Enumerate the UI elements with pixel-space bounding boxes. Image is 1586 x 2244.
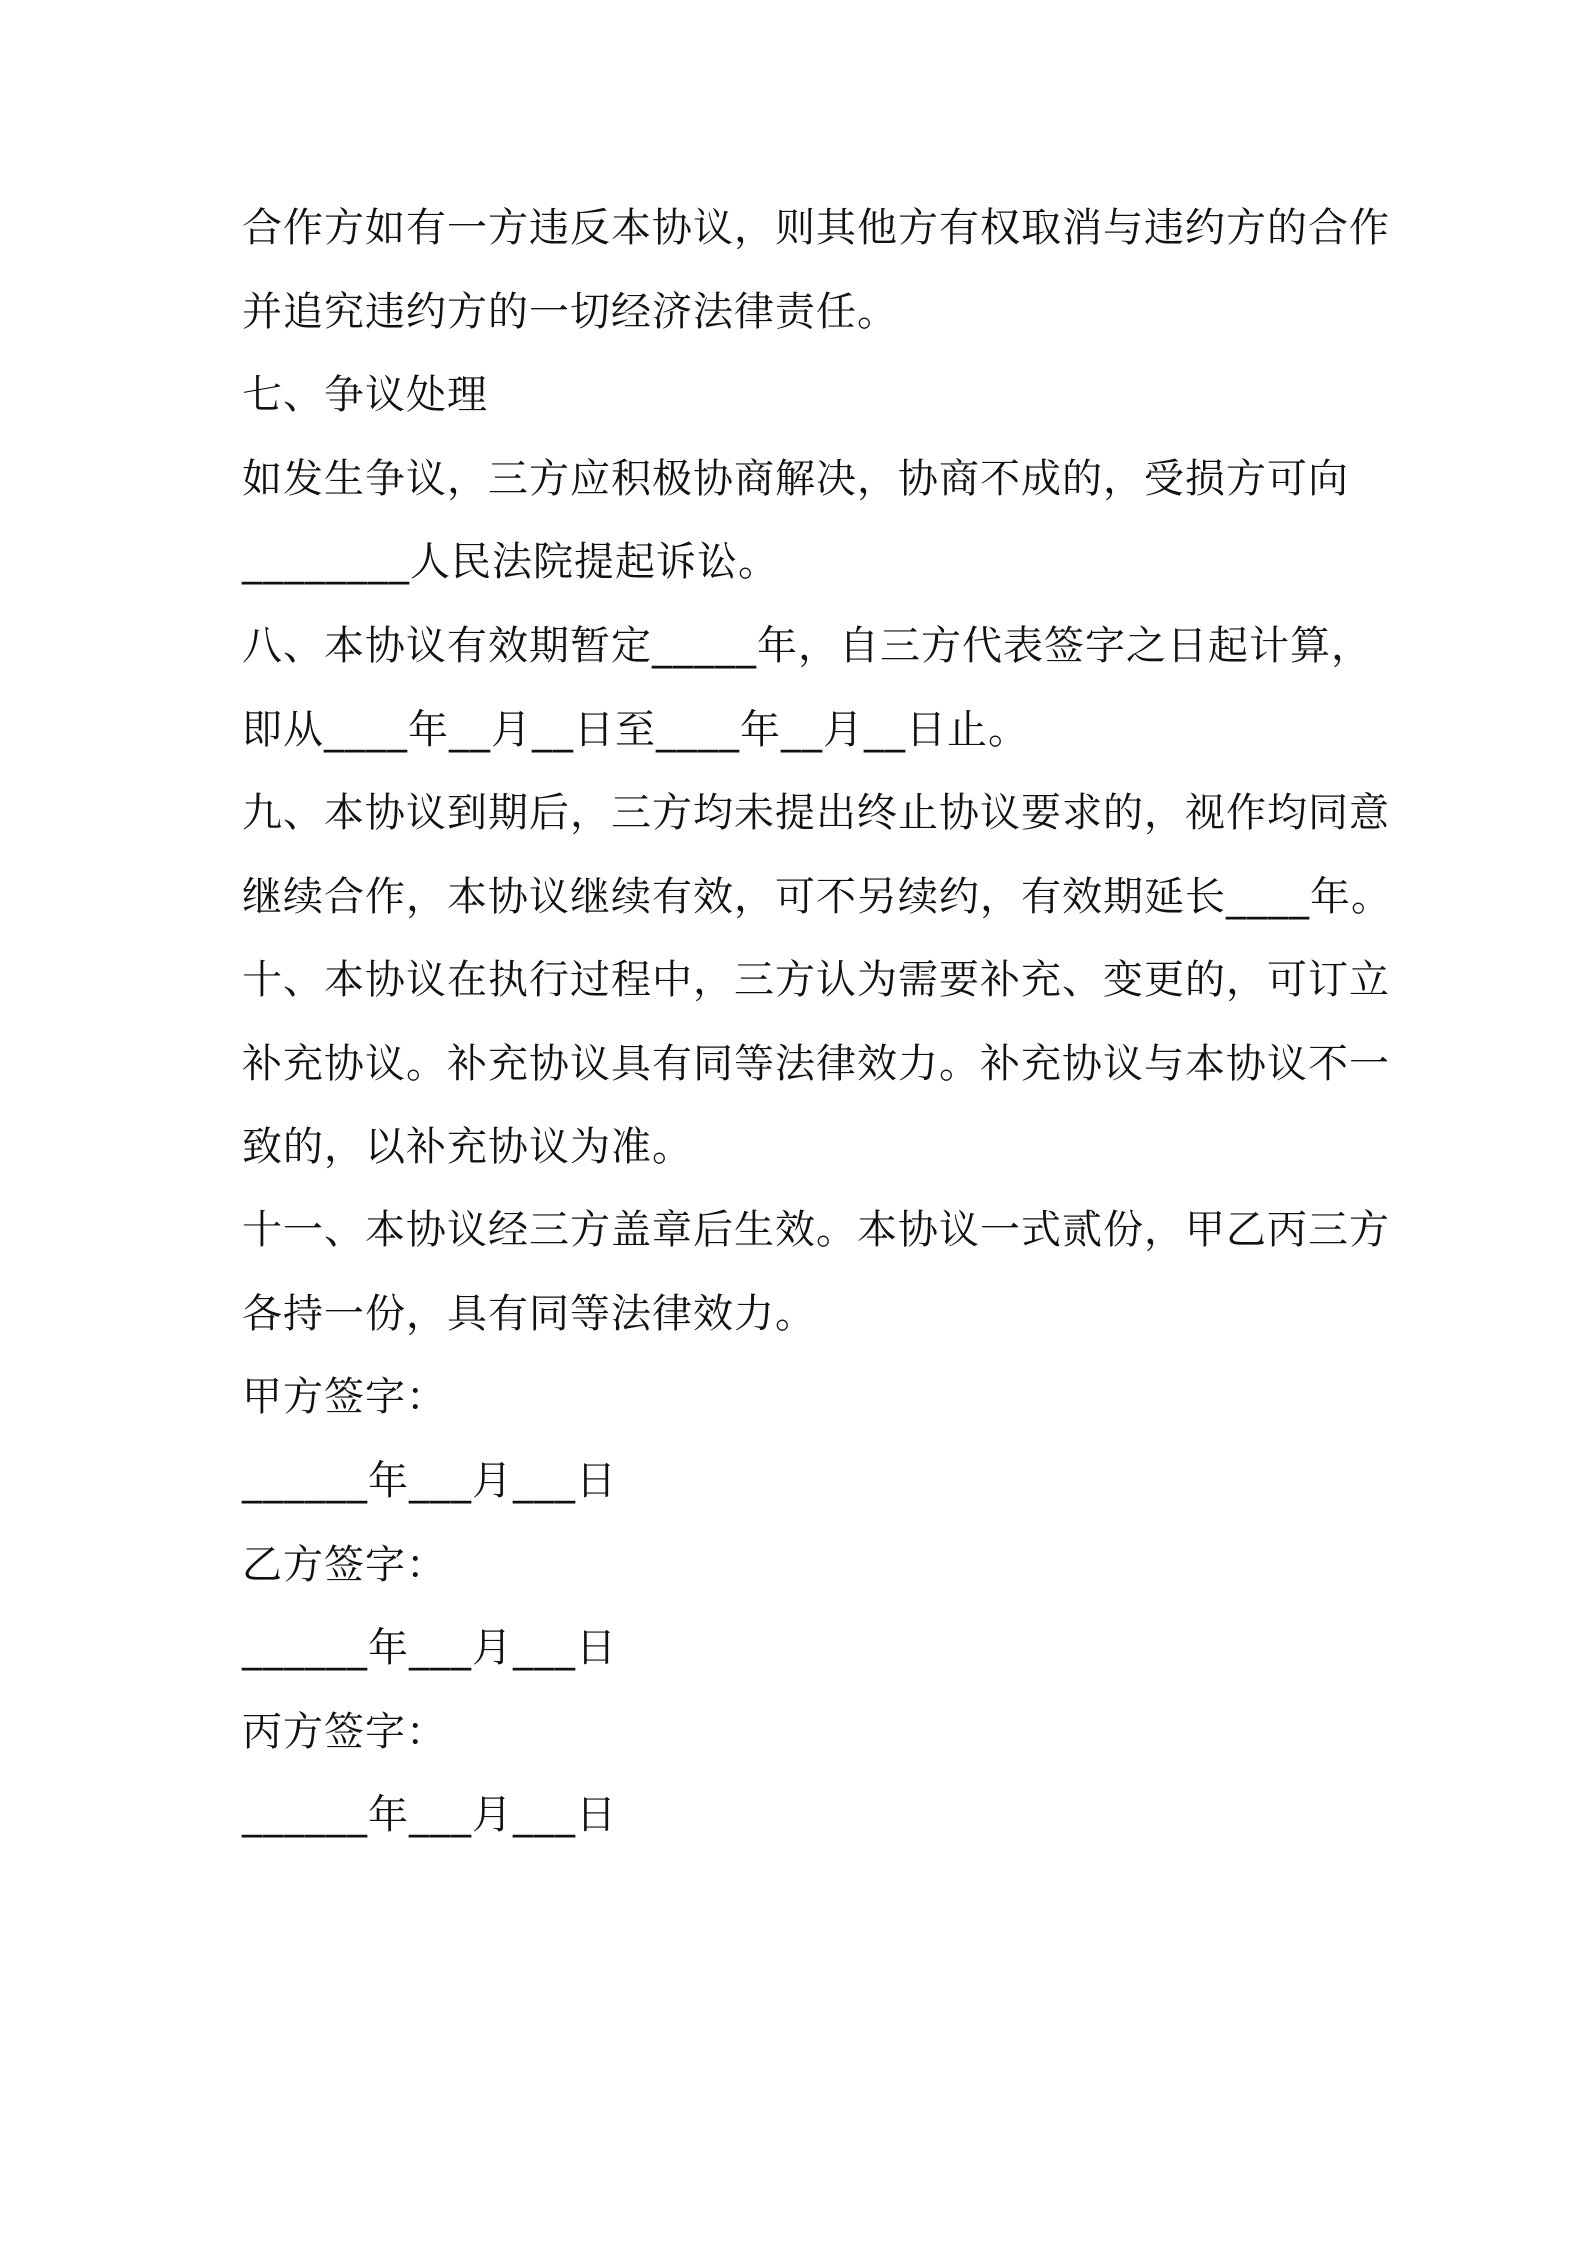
section-9-line-1: 九、本协议到期后，三方均未提出终止协议要求的，视作均同意: [242, 790, 1390, 836]
section-8-line-1: 八、本协议有效期暂定_____年，自三方代表签字之日起计算，: [242, 623, 1372, 669]
party-c-signature-label: 丙方签字：: [242, 1709, 447, 1755]
breach-clause-line-1: 合作方如有一方违反本协议，则其他方有权取消与违约方的合作: [242, 205, 1390, 251]
section-9-line-2: 继续合作，本协议继续有效，可不另续约，有效期延长____年。: [242, 874, 1392, 920]
party-b-signature-label: 乙方签字：: [242, 1542, 447, 1588]
dispute-line-1: 如发生争议，三方应积极协商解决，协商不成的，受损方可向: [242, 456, 1349, 502]
section-10-line-2: 补充协议。补充协议具有同等法律效力。补充协议与本协议不一: [242, 1041, 1390, 1087]
section-10-line-1: 十、本协议在执行过程中，三方认为需要补充、变更的，可订立: [242, 957, 1390, 1003]
section-11-line-1: 十一、本协议经三方盖章后生效。本协议一式贰份，甲乙丙三方: [242, 1207, 1390, 1253]
dispute-line-2: ________人民法院提起诉讼。: [242, 539, 779, 585]
party-c-date-blank: ______年___月___日: [242, 1792, 617, 1838]
party-b-date-blank: ______年___月___日: [242, 1625, 617, 1671]
party-a-date-blank: ______年___月___日: [242, 1458, 617, 1504]
section-10-line-3: 致的，以补充协议为准。: [242, 1124, 693, 1170]
section-11-line-2: 各持一份，具有同等法律效力。: [242, 1291, 816, 1337]
section-8-line-2: 即从____年__月__日至____年__月__日止。: [242, 707, 1029, 753]
breach-clause-line-2: 并追究违约方的一切经济法律责任。: [242, 289, 898, 335]
section-7-heading: 七、争议处理: [242, 372, 488, 418]
party-a-signature-label: 甲方签字：: [242, 1374, 447, 1420]
